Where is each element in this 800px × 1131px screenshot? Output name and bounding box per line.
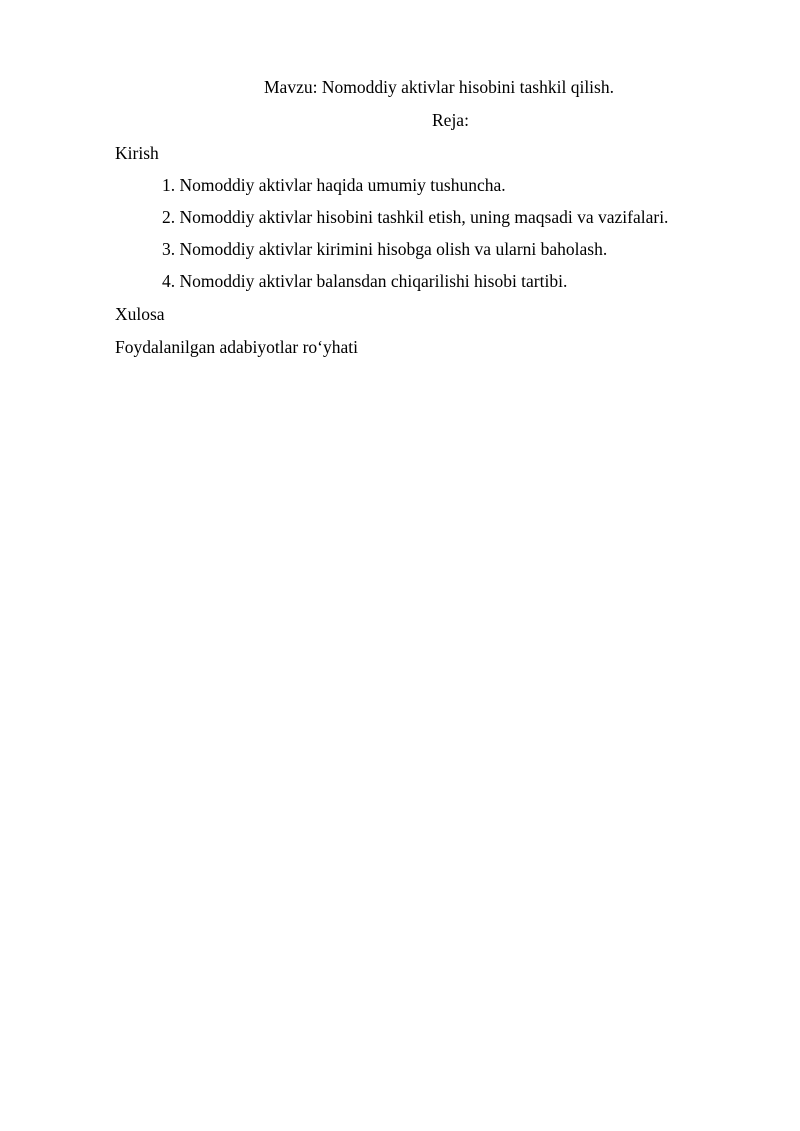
plan-item: 2. Nomoddiy aktivlar hisobini tashkil etish, uning maqsadi va vazifalari.	[162, 207, 669, 227]
conclusion-heading: Xulosa	[115, 304, 165, 324]
plan-item: 1. Nomoddiy aktivlar haqida umumiy tushuncha.	[162, 175, 506, 195]
plan-heading: Reja:	[432, 110, 469, 130]
intro-heading: Kirish	[115, 143, 159, 163]
plan-item: 3. Nomoddiy aktivlar kirimini hisobga olish va ularni baholash.	[162, 239, 608, 259]
document-topic: Mavzu: Nomoddiy aktivlar hisobini tashkil qilish.	[264, 77, 614, 97]
plan-item: 4. Nomoddiy aktivlar balansdan chiqarilishi hisobi tartibi.	[162, 271, 568, 291]
references-heading: Foydalanilgan adabiyotlar ro‘yhati	[115, 337, 358, 357]
